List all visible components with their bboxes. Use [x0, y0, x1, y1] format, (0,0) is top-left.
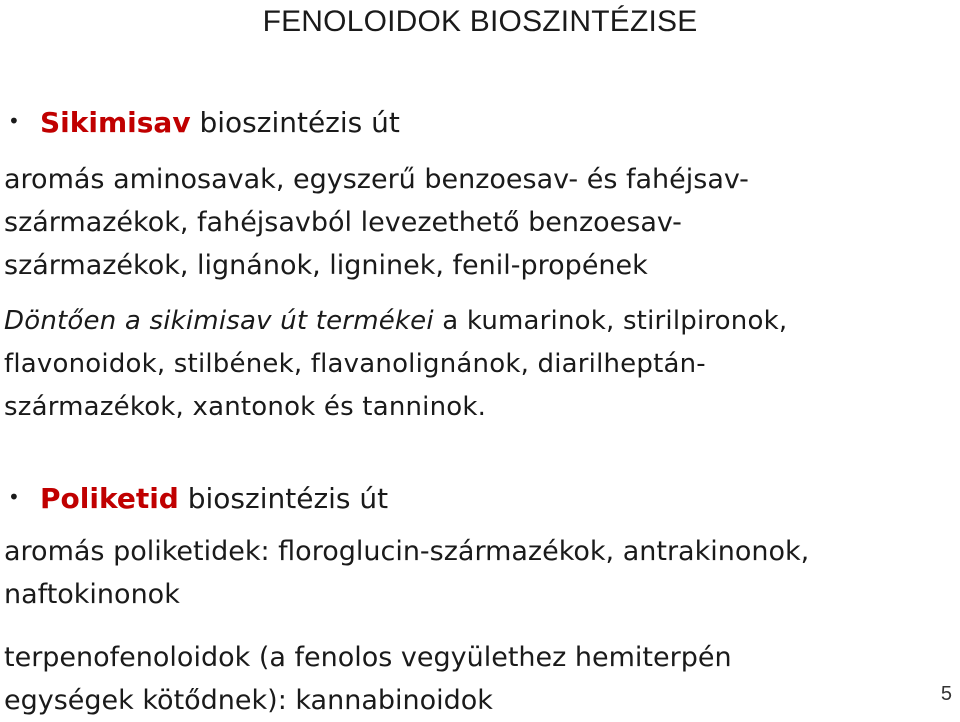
bullet-sikimisav	[8, 104, 948, 140]
text-line: származékok, xantonok és tanninok.	[4, 392, 487, 422]
text-line: származékok, fahéjsavból levezethető benzoesav-	[4, 207, 682, 238]
highlight-poliketid: Poliketid	[40, 482, 179, 515]
bullet-dot: •	[8, 109, 20, 133]
text-line: aromás poliketidek: floroglucin-származékok, antrakinonok,	[4, 536, 810, 567]
text-line	[4, 300, 956, 343]
paragraph-terpenofenoloidok	[4, 636, 956, 722]
page-number: 5	[940, 683, 952, 705]
paragraph-dontoen	[4, 300, 956, 429]
paragraph-aromas-poliketidek	[4, 530, 956, 616]
text-line: flavonoidok, stilbének, flavanolignánok, diarilheptán-	[4, 349, 706, 379]
highlight-sikimisav: Sikimisav	[40, 106, 191, 139]
bullet-poliketid	[8, 480, 948, 516]
bullet-poliketid-rest: bioszintézis út	[178, 482, 389, 515]
text-line: aromás aminosavak, egyszerű benzoesav- és fahéjsav-	[4, 164, 749, 195]
text-line: naftokinonok	[4, 579, 180, 610]
text-line: származékok, lignánok, ligninek, fenil-propének	[4, 250, 648, 281]
text-line: egységek kötődnek): kannabinoidok	[4, 685, 493, 716]
text-segment: a kumarinok, stirilpironok,	[433, 306, 788, 336]
text-line: terpenofenoloidok (a fenolos vegyülethez hemiterpén	[4, 642, 732, 673]
italic-dontoen: Döntően a sikimisav út termékei	[4, 306, 434, 336]
bullet-dot: •	[8, 485, 20, 509]
bullet-sikimisav-rest: bioszintézis út	[190, 106, 400, 139]
paragraph-aromas-aminosavak	[4, 158, 956, 287]
slide-title: FENOLOIDOK BIOSZINTÉZISE	[262, 5, 698, 38]
